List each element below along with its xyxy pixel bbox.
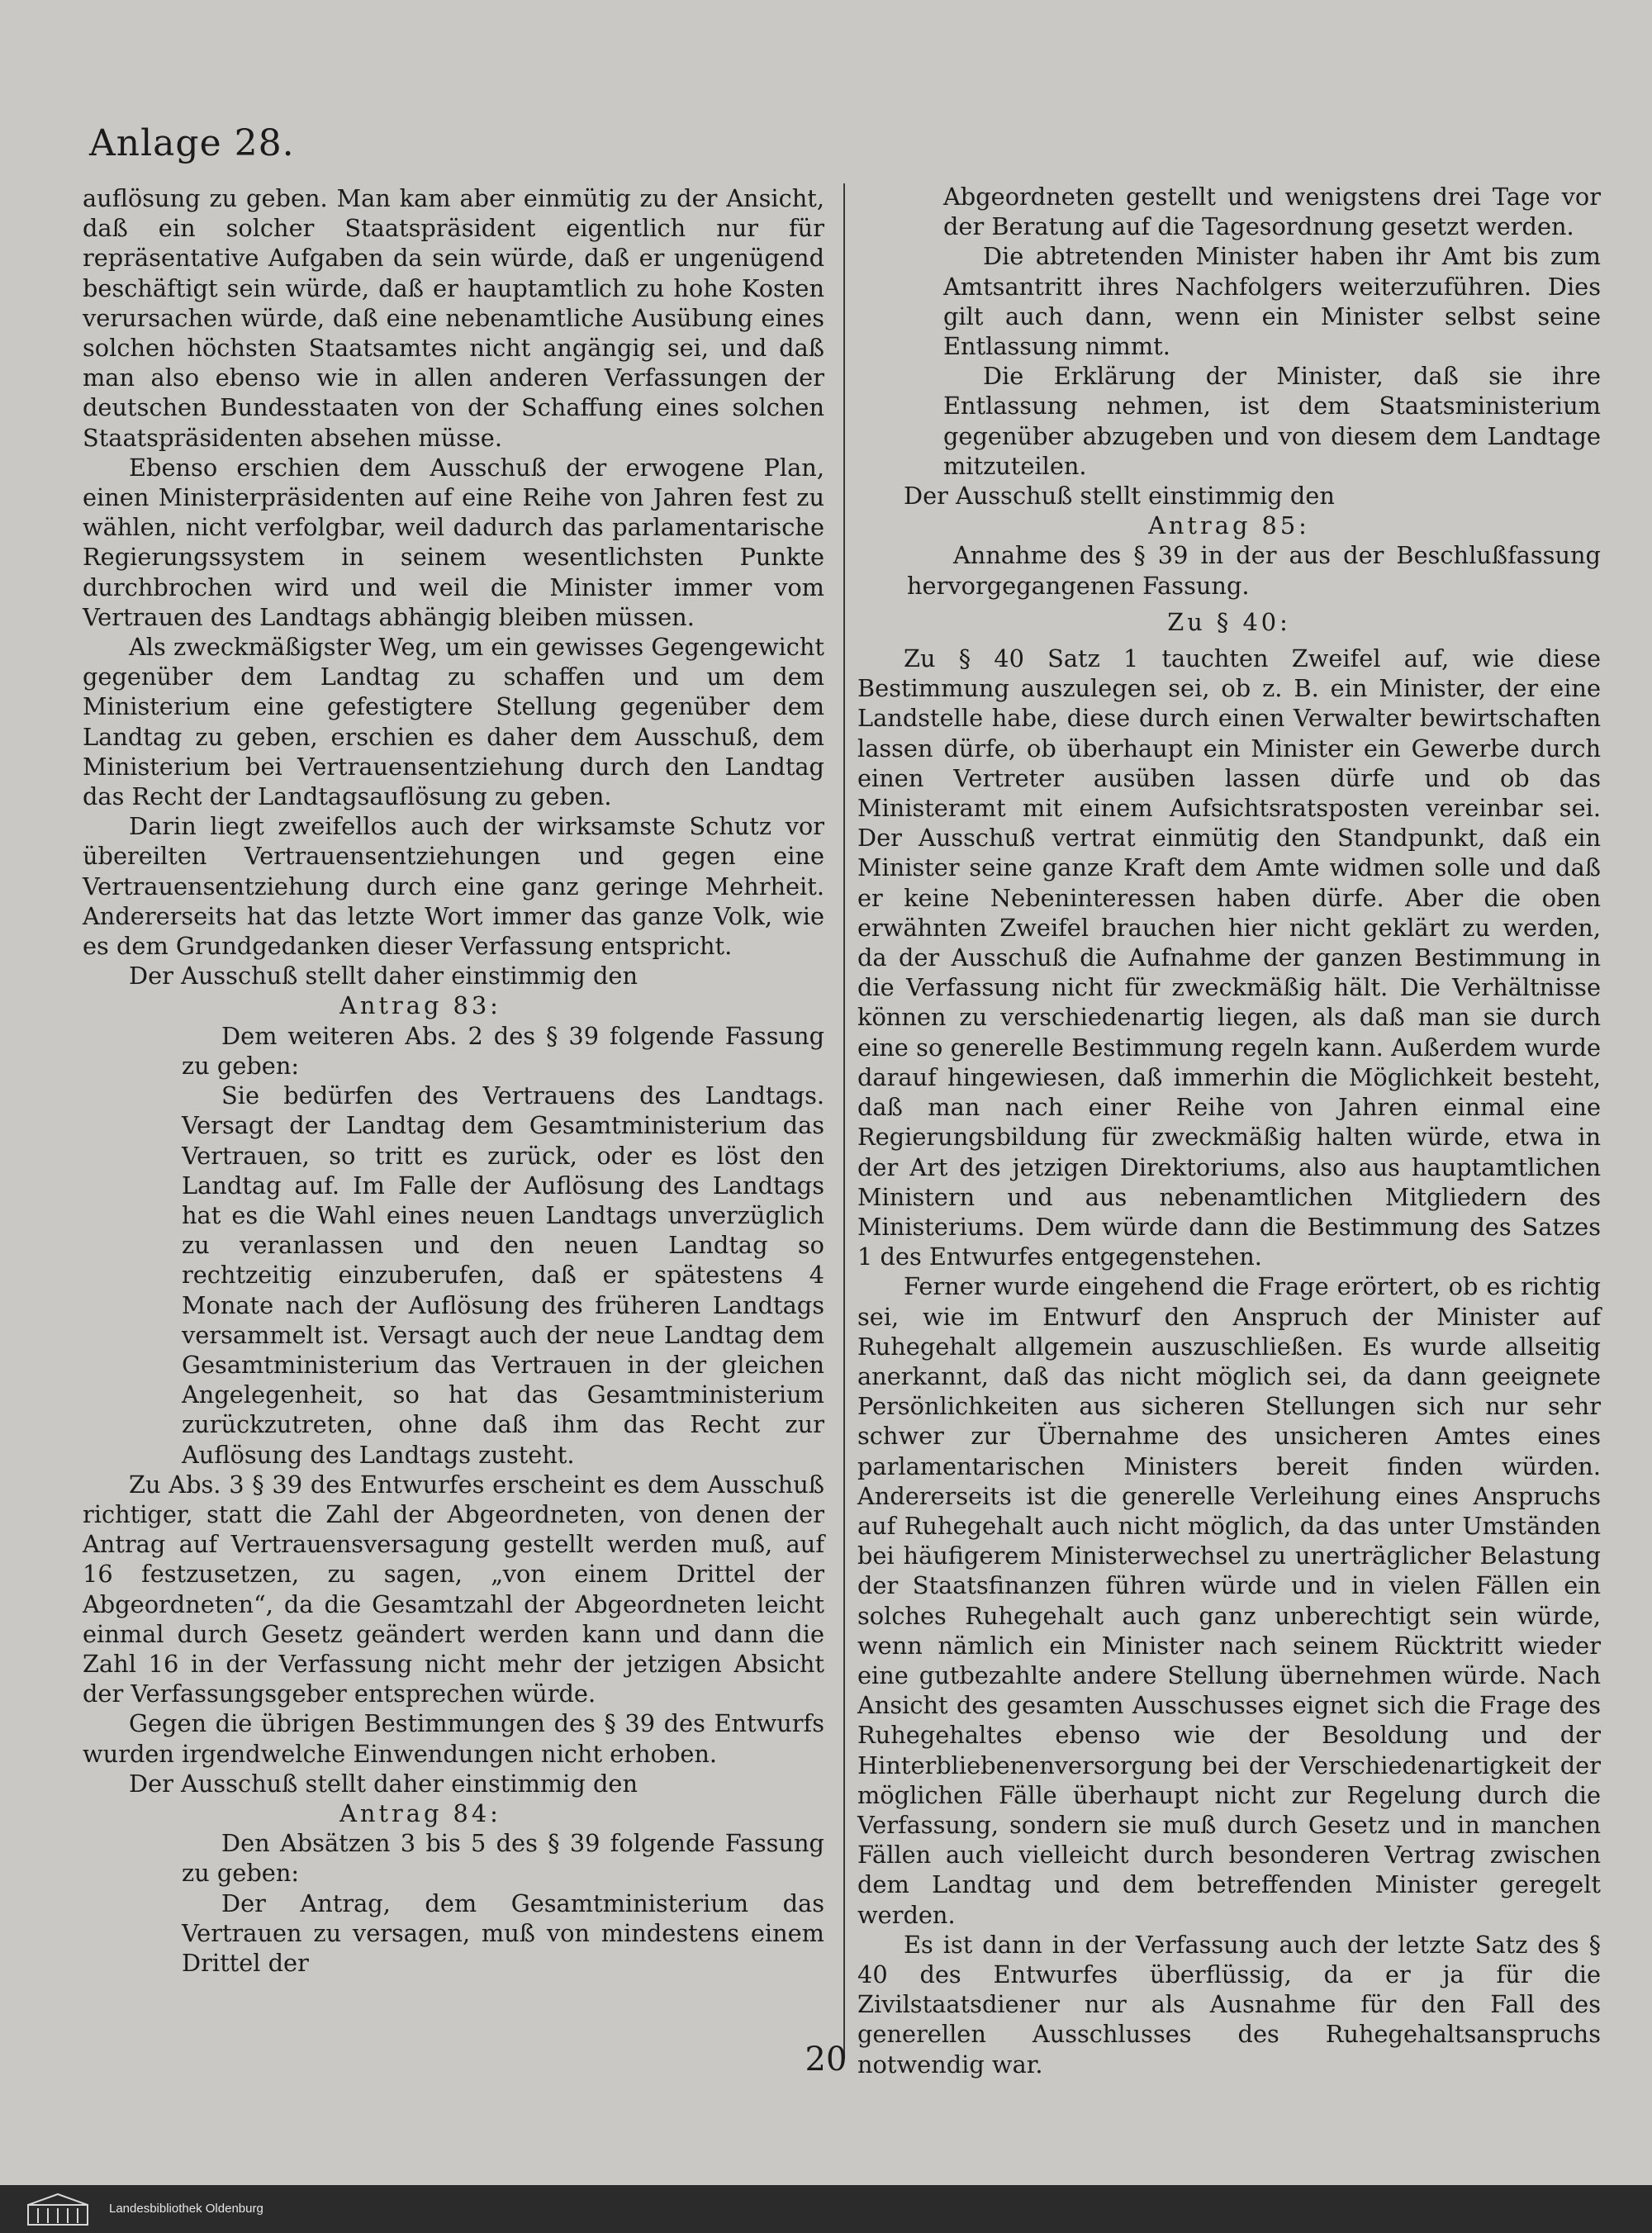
motion-text: Sie bedürfen des Vertrauens des Landtags. Versagt der Landtag dem Gesamtministerium das Vertrauen, so tritt es zurück, oder es löst den Landtag auf. Im Falle der Auflösung des Landtags hat es die Wahl eines neuen Landtags unverzüglich zu veranlassen und den neuen Landtag so rechtzeitig einzuberufen, daß er spätestens 4 Monate nach der Auflösung des früheren Landtags versammelt ist. Versagt auch der neue Landtag dem Gesamtministerium das Vertrauen in der gleichen Angelegenheit, so hat das Gesamtministerium zurückzutreten, ohne daß ihm das Recht zur Auflösung des Landtags zusteht. <box>182 1081 824 1469</box>
motion-text: Die abtretenden Minister haben ihr Amt bis zum Amtsantritt ihres Nachfolgers weiterzuführen. Dies gilt auch dann, wenn ein Minister selbst seine Entlassung nimmt. <box>943 242 1601 361</box>
motion-block <box>83 1021 824 1470</box>
motion-heading: Antrag 85: <box>1148 511 1310 540</box>
paragraph: Ebenso erschien dem Ausschuß der erwogene Plan, einen Ministerpräsidenten auf eine Reihe von Jahren fest zu wählen, nicht verfolgbar, weil dadurch das parlamentarische Regierungssystem in seinem wesentlichsten Punkte durchbrochen wird und weil die Minister immer vom Vertrauen des Landtags abhängig bleiben müssen. <box>83 453 824 631</box>
right-column <box>857 182 1601 2079</box>
paragraph: Der Ausschuß stellt einstimmig den <box>904 482 1335 511</box>
library-name: Landesbibliothek Oldenburg <box>109 2202 263 2216</box>
page-header: Anlage 28. <box>89 122 295 164</box>
motion-text: Der Antrag, dem Gesamtministerium das Vertrauen zu versagen, muß von mindestens einem Drittel der <box>182 1889 824 1977</box>
paragraph: Gegen die übrigen Bestimmungen des § 39 des Entwurfs wurden irgendwelche Einwendungen nicht erhoben. <box>83 1709 824 1768</box>
motion-block-continued <box>857 182 1601 481</box>
motion-intro: Den Absätzen 3 bis 5 des § 39 folgende Fassung zu geben: <box>182 1829 824 1888</box>
paragraph: Zu Abs. 3 § 39 des Entwurfes erscheint es dem Ausschuß richtiger, statt die Zahl der Abgeordneten, von denen der Antrag auf Vertrauensversagung gestellt werden muß, auf 16 festzusetzen, zu sagen, „von einem Drittel der Abgeordneten“, da die Gesamtzahl der Abgeordneten leicht einmal durch Gesetz geändert werden kann und dann die Zahl 16 in der Verfassung nicht mehr der jetzigen Absicht der Verfassungsgeber entsprechen würde. <box>83 1470 824 1708</box>
motion-intro: Dem weiteren Abs. 2 des § 39 folgende Fassung zu geben: <box>182 1021 824 1080</box>
motion-text: Annahme des § 39 in der aus der Beschlußfassung hervorgegangenen Fassung. <box>907 541 1601 600</box>
paragraph: Zu § 40 Satz 1 tauchten Zweifel auf, wie diese Bestimmung auszulegen sei, ob z. B. ein Minister, der eine Landstelle habe, diese durch einen Verwalter bewirtschaften lassen dürfe, ob überhaupt ein Minister ein Gewerbe durch einen Vertreter ausüben lassen dürfe und ob das Ministeramt mit einem Aufsichtsratsposten vereinbar sei. Der Ausschuß vertrat einmütig den Standpunkt, daß ein Minister seine ganze Kraft dem Amte widmen solle und daß er keine Nebeninteressen haben dürfe. Aber die oben erwähnten Zweifel brauchen hier nicht geklärt zu werden, da der Ausschuß die Aufnahme der ganzen Bestimmung in die Verfassung nicht für zweckmäßig hält. Die Verhältnisse können zu verschiedenartig liegen, als daß man sie durch eine so generelle Bestimmung regeln kann. Außerdem wurde darauf hingewiesen, daß immerhin die Möglichkeit besteht, daß man nach einer Reihe von Jahren einmal eine Regierungsbildung für zweckmäßig halten würde, etwa in der Art des jetzigen Direktoriums, also aus hauptamtlichen Ministern und aus nebenamtlichen Mitgliedern des Ministeriums. Dem würde dann die Bestimmung des Satzes 1 des Entwurfes entgegenstehen. <box>857 644 1601 1271</box>
paragraph: Darin liegt zweifellos auch der wirksamste Schutz vor übereilten Vertrauensentziehungen und gegen eine Vertrauensentziehung durch eine ganz geringe Mehrheit. Andererseits hat das letzte Wort immer das ganze Volk, wie es dem Grundgedanken dieser Verfassung entspricht. <box>83 812 824 961</box>
motion-text: Abgeordneten gestellt und wenigstens drei Tage vor der Beratung auf die Tagesordnung gesetzt werden. <box>943 183 1601 241</box>
paragraph: Ferner wurde eingehend die Frage erörtert, ob es richtig sei, wie im Entwurf den Anspruch der Minister auf Ruhegehalt allgemein auszuschließen. Es wurde allseitig anerkannt, daß das nicht möglich sei, da dann geeignete Persönlichkeiten aus sicheren Stellungen sich nur sehr schwer zur Übernahme des unsicheren Amtes eines parlamentarischen Ministers bereit finden würden. Andererseits ist die generelle Verleihung eines Anspruchs auf Ruhegehalt auch nicht möglich, da das unter Umständen bei häufigerem Ministerwechsel zu unerträglicher Belastung der Staatsfinanzen führen würde und in vielen Fällen ein solches Ruhegehalt auch ganz unberechtigt sein würde, wenn nämlich ein Minister nach seinem Rücktritt wieder eine gutbezahlte andere Stellung übernehmen würde. Nach Ansicht des gesamten Ausschusses eignet sich die Frage des Ruhegehaltes ebenso wie der Besoldung und der Hinterbliebenenversorgung bei der Verschiedenartigkeit der möglichen Fälle überhaupt nicht zur Regelung durch die Verfassung, sondern sie muß durch Gesetz und in manchen Fällen auch vielleicht durch besonderen Vertrag zwischen dem Landtag und dem betreffenden Minister geregelt werden. <box>857 1272 1601 1929</box>
paragraph: auflösung zu geben. Man kam aber einmütig zu der Ansicht, daß ein solcher Staatspräsident eigentlich nur für repräsentative Aufgaben da sein würde, daß er ungenügend beschäftigt sein würde, daß er hauptamtlich zu hohe Kosten verursachen würde, daß eine nebenamtliche Ausübung eines solchen höchsten Staatsamtes nicht angängig sei, und daß man also ebenso wie in allen anderen Verfassungen der deutschen Bundesstaaten von der Schaffung eines solchen Staatspräsidenten absehen müsse. <box>83 184 824 452</box>
page-number: 20 <box>805 2041 847 2079</box>
motion-heading: Antrag 83: <box>339 991 501 1020</box>
motion-block <box>83 1828 824 1978</box>
paragraph: Als zweckmäßigster Weg, um ein gewisses Gegengewicht gegenüber dem Landtag zu schaffen und um dem Ministerium eine gefestigtere Stellung gegenüber dem Landtag zu geben, erschien es daher dem Ausschuß, dem Ministerium bei Vertrauensentziehung durch den Landtag das Recht der Landtagsauflösung zu geben. <box>83 633 824 811</box>
paragraph: Der Ausschuß stellt daher einstimmig den <box>129 962 638 991</box>
section-heading: Zu § 40: <box>1167 607 1291 636</box>
library-footer <box>0 2185 1652 2233</box>
paragraph: Es ist dann in der Verfassung auch der letzte Satz des § 40 des Entwurfes überflüssig, da er ja für die Zivilstaatsdiener nur als Ausnahme für den Fall des generellen Ausschlusses des Ruhegehaltsanspruchs notwendig war. <box>857 1930 1601 2079</box>
motion-heading: Antrag 84: <box>339 1798 501 1827</box>
motion-text: Die Erklärung der Minister, daß sie ihre Entlassung nehmen, ist dem Staatsministerium gegenüber abzugeben und von diesem dem Landtage mitzuteilen. <box>943 362 1601 480</box>
left-column <box>83 183 824 1978</box>
column-divider <box>843 183 845 2059</box>
library-building-icon <box>26 2192 89 2226</box>
paragraph: Der Ausschuß stellt daher einstimmig den <box>129 1769 638 1798</box>
